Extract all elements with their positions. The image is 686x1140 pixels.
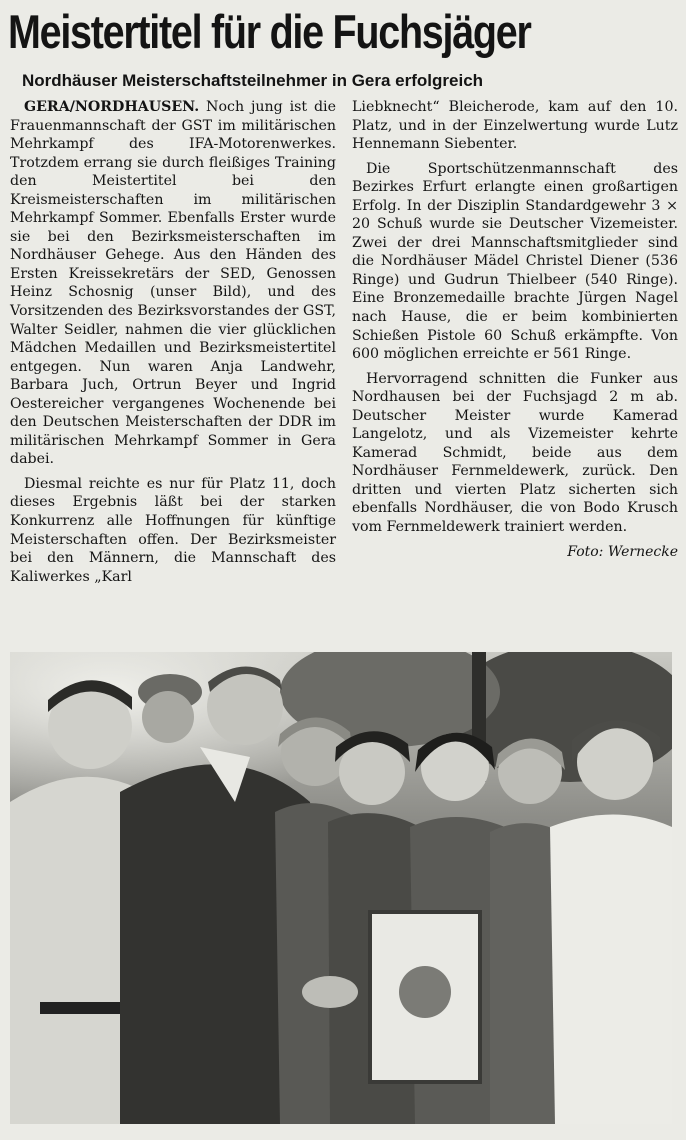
article-paragraph: [10, 98, 336, 469]
photo-illustration: [10, 652, 672, 1124]
photo-credit: Foto: Wernecke: [567, 543, 678, 560]
news-photo: [10, 652, 672, 1124]
dateline: GERA/NORDHAUSEN.: [24, 99, 200, 115]
article-paragraph: Diesmal reichte es nur für Platz 11, doch dieses Ergebnis läßt bei der starken Konkurrenz alle Hoffnungen für künftige Meisterschaften offen. Der Bezirksmeister bei den Männern, die Mannschaft des Kaliwerkes „Karl: [10, 475, 336, 585]
article-column-left: [10, 98, 336, 592]
article-column-right: [352, 98, 678, 561]
article-paragraph: Die Sportschützenmannschaft des Bezirkes Erfurt erlangte einen großartigen Erfolg. In der Disziplin Standardgewehr 3 × 20 Schuß wurde sie Deutscher Vizemeister. Zwei der drei Mannschaftsmitglieder sind die Nordhäuser Mädel Christel Diener (536 Ringe) und Gudrun Thielbeer (540 Ringe). Eine Bronzemedaille brachte Jürgen Nagel nach Hause, die er beim kombinierten Schießen Pistole 60 Schuß erkämpfte. Von 600 möglichen erreichte er 561 Ringe.: [352, 160, 678, 363]
paragraph-text: Noch jung ist die Frauenmannschaft der GST im militärischen Mehrkampf des IFA-Motorenwerkes. Trotzdem errang sie durch fleißiges Training den Meistertitel bei den Kreismeisterschaften im militärischen Mehrkampf Sommer. Ebenfalls Erster wurde sie bei den Bezirksmeisterschaften im Nordhäuser Gehege. Aus den Händen des Ersten Kreissekretärs der SED, Genossen Heinz Schosnig (unser Bild), und des Vorsitzenden des Bezirksvorstandes der GST, Walter Seidler, nahmen die vier glücklichen Mädchen Medaillen und Bezirksmeistertitel entgegen. Nun waren Anja Landwehr, Barbara Juch, Ortrun Beyer und Ingrid Oestereicher vergangenes Wochenende bei den Deutschen Meisterschaften der DDR im militärischen Mehrkampf Sommer in Gera dabei.: [10, 99, 336, 468]
subheadline: Nordhäuser Meisterschaftsteilnehmer in Gera erfolgreich: [22, 71, 484, 90]
article-paragraph: Hervorragend schnitten die Funker aus Nordhausen bei der Fuchsjagd 2 m ab. Deutscher Meister wurde Kamerad Langelotz, und als Vizemeister kehrte Kamerad Schmidt, beide aus dem Nordhäuser Fernmeldewerk, zurück. Den dritten und vierten Platz sicherten sich ebenfalls Nordhäuser, die von Bodo Krusch vom Fernmeldewerk trainiert werden.: [352, 370, 678, 536]
article-paragraph: Liebknecht“ Bleicherode, kam auf den 10. Platz, und in der Einzelwertung wurde Lutz Hennemann Siebenter.: [352, 99, 678, 153]
headline: Meistertitel für die Fuchsjäger: [8, 5, 531, 58]
